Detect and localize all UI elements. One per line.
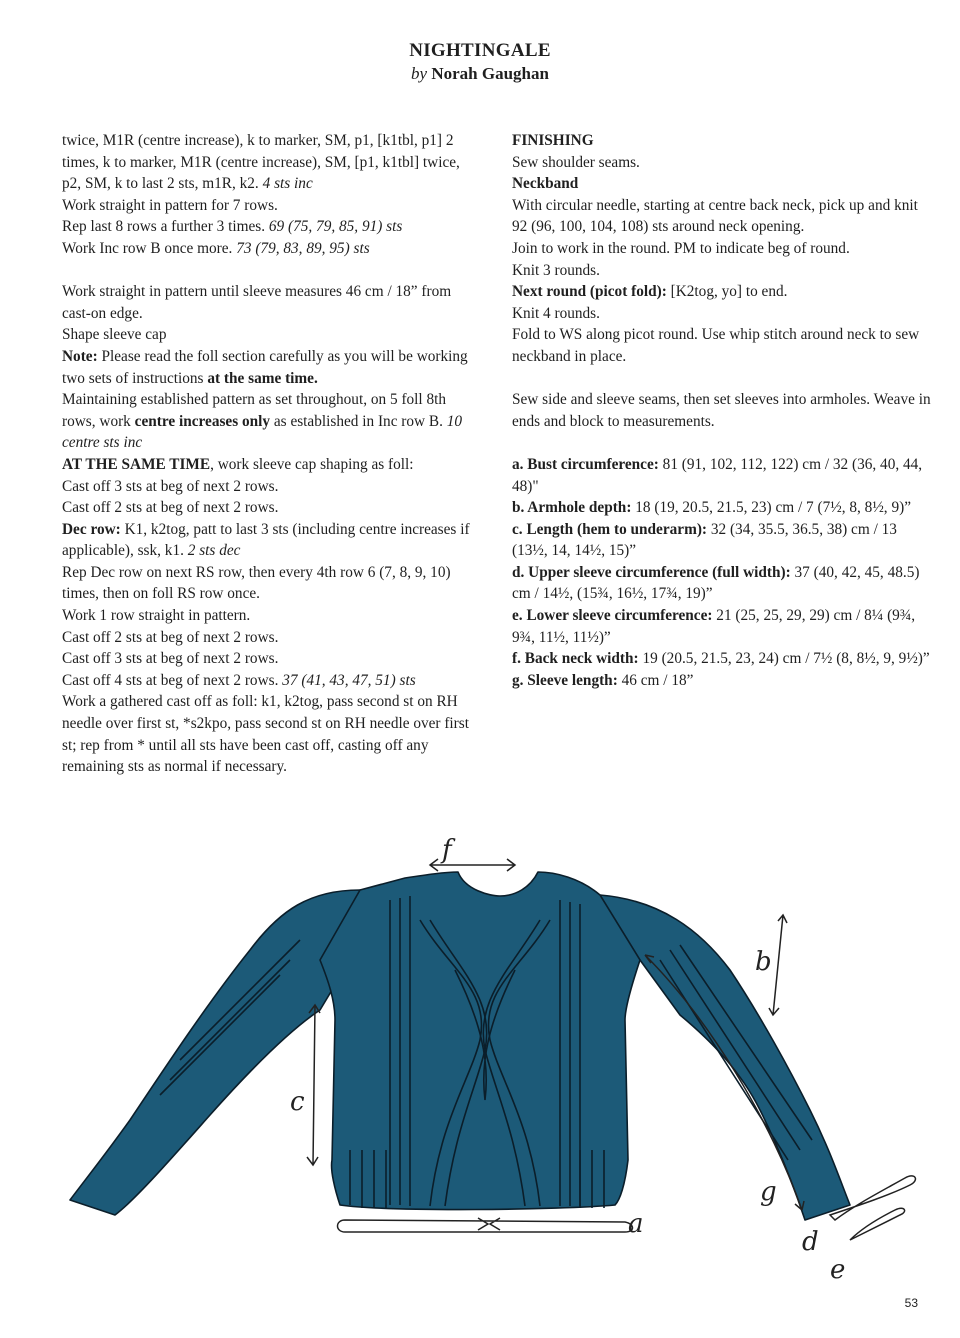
instruction: Dec row: K1, k2tog, patt to last 3 sts (including centre increases if applicable), ssk, k1. 2 sts dec (62, 520, 470, 560)
byline (0, 64, 960, 84)
label-c: c (290, 1087, 305, 1117)
measurement: b. Armhole depth: 18 (19, 20.5, 21.5, 23) cm / 7 (7½, 8, 8½, 9)” (512, 499, 911, 517)
instruction: AT THE SAME TIME, work sleeve cap shaping as foll: (62, 455, 414, 473)
sweater-illustration (70, 872, 850, 1220)
instruction: Knit 3 rounds. (512, 261, 600, 279)
instruction: Cast off 4 sts at beg of next 2 rows. 37 (41, 43, 47, 51) sts (62, 671, 416, 689)
right-sleeve (600, 895, 850, 1220)
by-label: by (411, 64, 428, 83)
right-column (512, 130, 932, 691)
instruction: Next round (picot fold): [K2tog, yo] to end. (512, 283, 788, 301)
label-b: b (755, 947, 772, 977)
note: Note: Please read the foll section carefully as you will be working two sets of instructions at the same time. (62, 347, 468, 387)
author-name: Norah Gaughan (431, 64, 549, 83)
instruction: Sew shoulder seams. (512, 153, 640, 171)
section-heading: Shape sleeve cap (62, 326, 167, 344)
measurement: g. Sleeve length: 46 cm / 18” (512, 671, 694, 689)
instruction: Knit 4 rounds. (512, 304, 600, 322)
instruction: Cast off 3 sts at beg of next 2 rows. (62, 650, 279, 668)
instruction: Work 1 row straight in pattern. (62, 607, 251, 625)
instruction: Maintaining established pattern as set throughout, on 5 foll 8th rows, work centre increases only as established in Inc row B. 10 centre sts inc (62, 391, 463, 452)
arrow-a (338, 1218, 633, 1232)
instruction: With circular needle, starting at centre back neck, pick up and knit 92 (96, 100, 104, 108) sts around neck opening. (512, 196, 918, 236)
left-sleeve (70, 890, 360, 1215)
pattern-title: NIGHTINGALE (409, 40, 551, 61)
instruction: Rep last 8 rows a further 3 times. 69 (75, 79, 85, 91) sts (62, 218, 403, 236)
instruction: Work straight in pattern for 7 rows. (62, 196, 278, 214)
section-heading: Neckband (512, 175, 579, 193)
instruction: Work Inc row B once more. 73 (79, 83, 89, 95) sts (62, 239, 370, 257)
arrow-e (850, 1208, 905, 1240)
left-column (62, 130, 482, 778)
label-d: d (802, 1227, 819, 1257)
instruction: Cast off 3 sts at beg of next 2 rows. (62, 477, 279, 495)
instruction: twice, M1R (centre increase), k to marker, SM, p1, [k1tbl, p1] 2 times, k to marker, M1R (centre increase), SM, [p1, k1tbl] twice, p2, SM, k to last 2 sts, m1R, k2. 4 sts inc (62, 132, 460, 193)
section-heading: FINISHING (512, 132, 594, 149)
label-e: e (830, 1255, 846, 1285)
measurement: a. Bust circumference: 81 (91, 102, 112, 122) cm / 32 (36, 40, 44, 48)" (512, 455, 923, 495)
arrow-c (307, 1005, 320, 1165)
page-number: 53 (904, 1296, 918, 1310)
instruction: Cast off 2 sts at beg of next 2 rows. (62, 628, 279, 646)
instruction: Sew side and sleeve seams, then set sleeves into armholes. Weave in ends and block to measurements. (512, 391, 931, 430)
measurement: d. Upper sleeve circumference (full width): 37 (40, 42, 45, 48.5) cm / 14½, (15¾, 16½, 17¾, 19)” (512, 563, 920, 603)
arrow-b (769, 915, 787, 1015)
instruction: Work a gathered cast off as foll: k1, k2tog, pass second st on RH needle over first st, *s2kpo, pass second st on RH needle over first st; rep from * until all sts have been cast off, casting off any remaining sts as normal if necessary. (62, 693, 469, 776)
instruction: Cast off 2 sts at beg of next 2 rows. (62, 499, 279, 517)
measurement: e. Lower sleeve circumference: 21 (25, 25, 29, 29) cm / 8¼ (9¾, 9¾, 11½, 11½)” (512, 607, 916, 646)
sweater-schematic (60, 820, 930, 1290)
label-a: a (628, 1209, 644, 1239)
label-f: f (442, 835, 452, 865)
instruction: Join to work in the round. PM to indicate beg of round. (512, 239, 850, 257)
measurement: c. Length (hem to underarm): 32 (34, 35.5, 36.5, 38) cm / 13 (13½, 14, 14½, 15)” (512, 520, 897, 560)
instruction: Rep Dec row on next RS row, then every 4th row 6 (7, 8, 9, 10) times, then on foll RS row once. (62, 563, 451, 603)
measurement: f. Back neck width: 19 (20.5, 21.5, 23, 24) cm / 7½ (8, 8½, 9, 9½)” (512, 650, 930, 668)
instruction: Work straight in pattern until sleeve measures 46 cm / 18” from cast-on edge. (62, 283, 452, 322)
instruction: Fold to WS along picot round. Use whip stitch around neck to sew neckband in place. (512, 326, 920, 365)
label-g: g (760, 1177, 777, 1207)
